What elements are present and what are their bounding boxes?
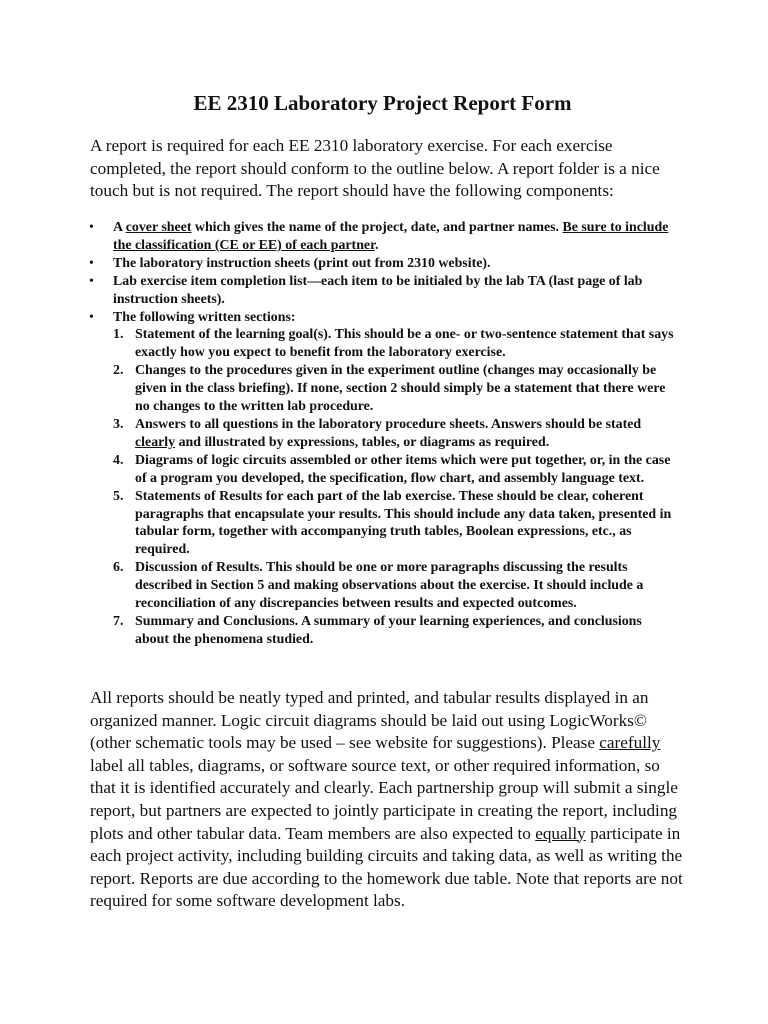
section-text: Discussion of Results. This should be one or more paragraphs discussing the results described in Section 5 and making observations about the exercise. It should include a reconciliation of any discrepancies between results and expected outcomes. [135, 560, 644, 612]
components-list [90, 219, 675, 649]
written-sections-list [113, 326, 675, 648]
closing-text-cont: label all tables, diagrams, or software source text, or other required information, so that it is identified accurately and clearly. Each partnership group will submit a single report, but partners are expected to jointly participate in creating the report, including plots and other tabular data. Team members are also expected to [90, 755, 678, 843]
list-item-instruction-sheets [90, 255, 675, 273]
section-text: Statement of the learning goal(s). This should be a one- or two-sentence statement that says exactly how you expect to benefit from the laboratory exercise. [135, 327, 674, 361]
section-number: 1. [113, 327, 124, 343]
list-item-written-sections [90, 309, 675, 649]
section-item-4 [113, 452, 675, 488]
cover-sheet-term: cover sheet [125, 220, 192, 235]
closing-text: All reports should be neatly typed and printed, and tabular results displayed in an organized manner. Logic circuit diagrams should be laid out using LogicWorks© (other schematic tools may be used – see website for suggestions). Please [90, 688, 649, 753]
cover-description: which gives the name of the project, date, and partner names. [191, 220, 563, 235]
section-text: Statements of Results for each part of the lab exercise. These should be clear, coherent paragraphs that encapsulate your results. This should include any data taken, presented in tabular form, together with accompanying truth tables, Boolean expressions, etc., as required. [135, 488, 672, 558]
cover-prefix: A [113, 220, 126, 235]
classification-note: Be sure to include the classification (CE or EE) of each partner [113, 220, 669, 253]
carefully-emphasis: carefully [599, 733, 661, 753]
bullet-icon: • [89, 220, 94, 235]
written-sections-heading: The following written sections: [113, 309, 296, 325]
closing-paragraph [90, 687, 686, 913]
section-text: Answers to all questions in the laboratory procedure sheets. Answers should be stated [135, 416, 642, 432]
section-item-3 [113, 416, 675, 452]
section-number: 4. [113, 452, 124, 468]
section-text: Changes to the procedures given in the experiment outline (changes may occasionally be given in the class briefing). If none, section 2 should simply be a statement that there were no changes to the written lab procedure. [135, 363, 666, 415]
clearly-emphasis: clearly [135, 434, 176, 450]
section-text: Diagrams of logic circuits assembled or other items which were put together, or, in the case of a program you developed, the specification, flow chart, and assembly language text. [135, 452, 671, 486]
section-number: 6. [113, 560, 124, 576]
section-number: 5. [113, 488, 124, 504]
section-item-5 [113, 488, 675, 560]
bullet-icon: • [89, 309, 94, 325]
section-text: Summary and Conclusions. A summary of your learning experiences, and conclusions about the phenomena studied. [135, 613, 642, 647]
bullet-icon: • [89, 273, 94, 289]
completion-list-text: Lab exercise item completion list—each item to be initialed by the lab TA (last page of lab instruction sheets). [113, 273, 643, 307]
intro-paragraph: A report is required for each EE 2310 laboratory exercise. For each exercise completed, the report should conform to the outline below. A report folder is a nice touch but is not required. The report should have the following components: [90, 136, 660, 200]
bullet-icon: • [89, 255, 94, 271]
equally-emphasis: equally [535, 823, 586, 843]
cover-period: . [374, 237, 379, 253]
instruction-sheets-text: The laboratory instruction sheets (print out from 2310 website). [113, 255, 491, 271]
section-number: 2. [113, 363, 124, 379]
page-title: EE 2310 Laboratory Project Report Form [193, 91, 572, 115]
section-item-2 [113, 362, 675, 416]
section-item-6 [113, 559, 675, 613]
section-item-7 [113, 613, 675, 649]
closing-text-end: participate in each project activity, including building circuits and taking data, as well as writing the report. Reports are due according to the homework due table. Note that reports are not required for some software development labs. [90, 823, 683, 911]
section-number: 7. [113, 613, 124, 629]
list-item-completion-list [90, 273, 675, 309]
section-text-cont: and illustrated by expressions, tables, or diagrams as required. [175, 434, 550, 450]
list-item-cover-sheet [90, 219, 675, 255]
section-item-1 [113, 326, 675, 362]
section-number: 3. [113, 416, 124, 432]
